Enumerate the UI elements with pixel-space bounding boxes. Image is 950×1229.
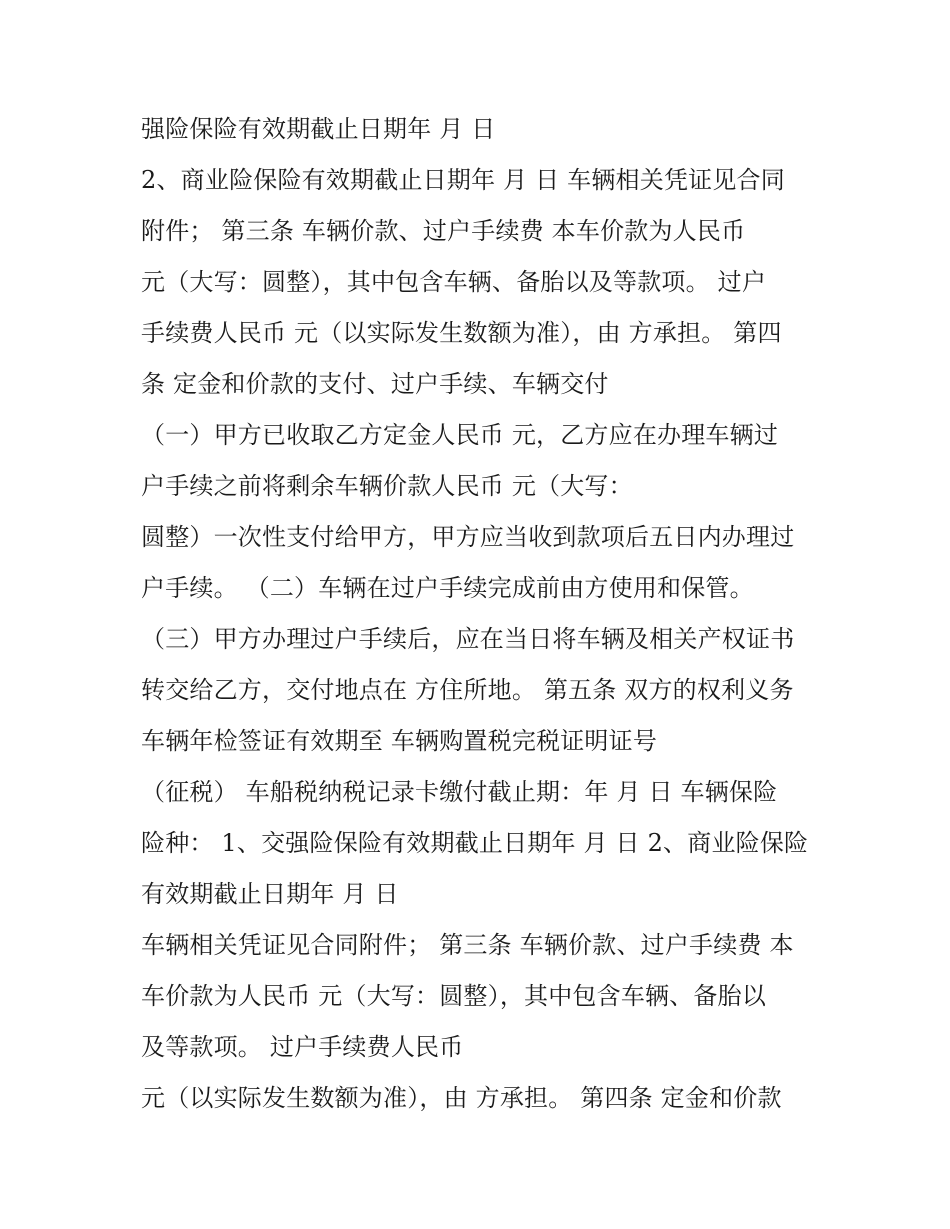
text-line: （一）甲方已收取乙方定金人民币 元，乙方应在办理车辆过 — [141, 421, 779, 449]
text-line: 车价款为人民币 元（大写：圆整），其中包含车辆、备胎以 — [141, 982, 767, 1010]
text-line: 圆整）一次性支付给甲方，甲方应当收到款项后五日内办理过 — [141, 523, 795, 551]
text-line: 转交给乙方，交付地点在 方住所地。 第五条 双方的权利义务 — [141, 676, 794, 704]
document-body — [141, 110, 831, 1130]
text-line: 手续费人民币 元（以实际发生数额为准），由 方承担。 第四 — [141, 319, 782, 347]
text-line: 有效期截止日期年 月 日 — [141, 880, 399, 908]
text-line: 户手续之前将剩余车辆价款人民币 元（大写： — [141, 472, 633, 500]
text-line: 及等款项。 过户手续费人民币 — [141, 1033, 464, 1061]
text-line: （征税） 车船税纳税记录卡缴付截止期：年 月 日 车辆保险 — [141, 778, 778, 806]
text-line: 强险保险有效期截止日期年 月 日 — [141, 115, 496, 143]
text-line: 附件； 第三条 车辆价款、过户手续费 本车价款为人民币 — [141, 217, 746, 245]
text-line: 条 定金和价款的支付、过户手续、车辆交付 — [141, 370, 609, 398]
text-line: 车辆相关凭证见合同附件； 第三条 车辆价款、过户手续费 本 — [141, 931, 794, 959]
text-line: 险种： 1、交强险保险有效期截止日期年 月 日 2、商业险保险 — [141, 829, 809, 857]
text-line: 车辆年检签证有效期至 车辆购置税完税证明证号 — [141, 727, 658, 755]
text-line: 户手续。 （二）车辆在过户手续完成前由方使用和保管。 — [141, 574, 754, 602]
text-line: 2、商业险保险有效期截止日期年 月 日 车辆相关凭证见合同 — [141, 166, 785, 194]
text-line: 元（以实际发生数额为准），由 方承担。 第四条 定金和价款 — [141, 1084, 782, 1112]
text-line: （三）甲方办理过户手续后，应在当日将车辆及相关产权证书 — [141, 625, 795, 653]
text-line: 元（大写：圆整），其中包含车辆、备胎以及等款项。 过户 — [141, 268, 767, 296]
